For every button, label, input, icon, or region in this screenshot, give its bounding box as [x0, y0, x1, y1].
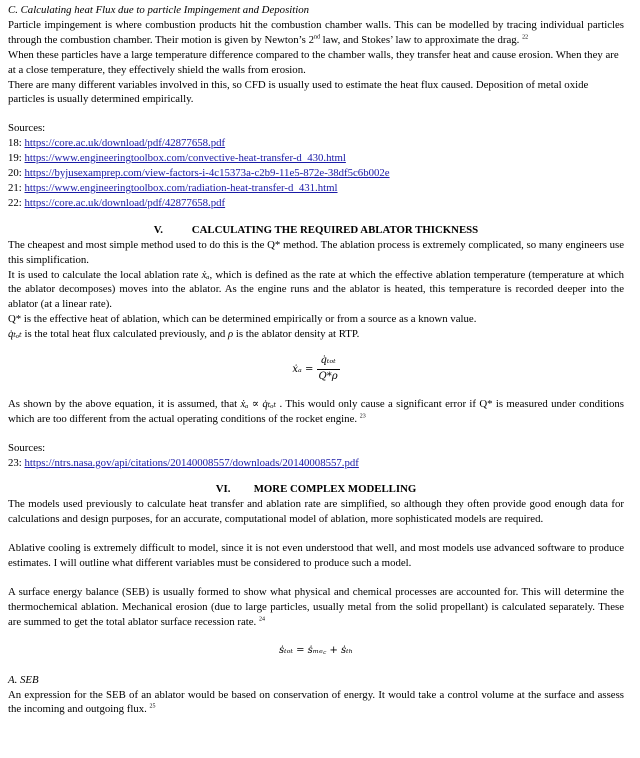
- section-heading-vi: [8, 482, 624, 497]
- source-link[interactable]: https://ntrs.nasa.gov/api/citations/20140008557/downloads/20140008557.pdf: [24, 456, 359, 469]
- source-item: [8, 196, 624, 211]
- source-link[interactable]: https://core.ac.uk/download/pdf/42877658.pdf: [24, 137, 226, 150]
- math-variable: ẋₐ: [201, 268, 210, 281]
- footnote-ref: 22: [522, 34, 529, 41]
- source-number: 23:: [8, 456, 25, 469]
- paragraph-cfd: There are many different variables involved in this, so CFD is usually used to estimate the heat flux caused. Deposition of metal oxide particles is usually determined empirically.: [8, 78, 589, 106]
- section-heading-v: [8, 223, 624, 238]
- text-run: is the total heat flux calculated previously, and: [21, 328, 228, 341]
- equation-recession-rate: ṡₜₒₜ = ṡₘₑ꜀ + ṡₜₕ: [279, 644, 353, 656]
- spacer: [8, 470, 624, 482]
- paragraph-ablation-rate: [8, 268, 624, 313]
- section-title: CALCULATING THE REQUIRED ABLATOR THICKNESS: [191, 223, 479, 236]
- spacer: [8, 571, 624, 585]
- math-variable: ρ: [228, 328, 234, 341]
- paragraph-assumption: [8, 397, 624, 427]
- spacer: [8, 427, 624, 441]
- equation-fraction: [317, 354, 340, 385]
- source-item: [8, 456, 624, 471]
- section-number: V.: [153, 223, 163, 236]
- source-number: 18:: [8, 137, 25, 150]
- text-run: is the ablator density at RTP.: [233, 328, 360, 341]
- source-link[interactable]: https://www.engineeringtoolbox.com/convective-heat-transfer-d_430.html: [24, 152, 346, 165]
- paragraph-q-star-method: The cheapest and most simple method used to do this is the Q* method. The ablation process is extremely complicated, so many engineers use this simplification.: [8, 238, 624, 266]
- paragraph-temperature-difference: When these particles have a large temperature difference compared to the chamber walls, they transfer heat and cause erosion. When they are at a close temperature, they effectively shield the walls from erosion.: [8, 48, 619, 76]
- text-run: . This would only cause a significant error if Q* is measured under conditions which are too different from the actual operating conditions of the rocket engine.: [8, 397, 624, 425]
- equation-lhs: ẋₐ =: [292, 363, 314, 375]
- paragraph-seb: [8, 585, 624, 630]
- footnote-ref: 25: [149, 703, 156, 710]
- source-number: 22:: [8, 196, 25, 209]
- text-run: Particle impingement is where combustion products hit the combustion chamber walls. This can be modelled by tracing individual particles through the combustion chamber. Their motion is given by Newton’s 2: [8, 18, 624, 46]
- paragraph-seb-expression: [8, 688, 624, 718]
- spacer: [8, 527, 624, 541]
- source-number: 21:: [8, 181, 25, 194]
- source-link[interactable]: https://www.engineeringtoolbox.com/radiation-heat-transfer-d_431.html: [24, 181, 338, 194]
- source-item: [8, 136, 624, 151]
- sources-label: Sources:: [8, 122, 46, 135]
- footnote-ref: 23: [359, 413, 366, 420]
- math-variable: q̇ₜₒₜ: [8, 328, 22, 341]
- source-link[interactable]: https://core.ac.uk/download/pdf/42877658.pdf: [24, 196, 226, 209]
- subsection-heading-c: C. Calculating heat Flux due to particle Impingement and Deposition: [8, 4, 310, 16]
- section-title: MORE COMPLEX MODELLING: [253, 483, 417, 496]
- subsection-heading-a: A. SEB: [8, 673, 39, 686]
- source-link[interactable]: https://byjusexamprep.com/view-factors-i-4c15373a-c2b9-11e5-872e-38df5c6b002e: [24, 167, 390, 180]
- source-item: [8, 166, 624, 181]
- equation-numerator: q̇ₜₒₜ: [317, 354, 340, 370]
- spacer: [8, 211, 624, 223]
- text-run: A surface energy balance (SEB) is usually formed to show what physical and chemical processes are accounted for. This will determine the thermochemical ablation. Mechanical erosion (due to large particles, usually metal from the solid propellant) is calculated separately. These are summed to get the total ablator surface recession rate.: [8, 586, 624, 628]
- paragraph-particle-impingement: [8, 18, 624, 48]
- section-number: VI.: [215, 483, 231, 496]
- source-number: 19:: [8, 152, 25, 165]
- equation-ablation-rate: [8, 354, 624, 385]
- sources-list: [8, 136, 624, 211]
- footnote-ref: 24: [258, 616, 265, 623]
- paragraph-heat-of-ablation: Q* is the effective heat of ablation, which can be determined empirically or from a source as a known value.: [8, 313, 477, 326]
- source-item: [8, 181, 624, 196]
- equation-denominator: Q*ρ: [318, 370, 338, 382]
- paragraph-heat-flux: [8, 327, 624, 342]
- text-run: An expression for the SEB of an ablator would be based on conservation of energy. It would take a control volume at the surface and assess the incoming and outgoing flux.: [8, 688, 624, 716]
- source-number: 20:: [8, 167, 25, 180]
- source-item: [8, 151, 624, 166]
- spacer: [8, 107, 624, 121]
- superscript-nd: nd: [313, 34, 320, 41]
- text-run: law, and Stokes’ law to approximate the drag.: [319, 33, 520, 46]
- text-run: It is used to calculate the local ablation rate: [8, 268, 202, 281]
- paragraph-simplified-models: The models used previously to calculate heat transfer and ablation rate are simplified, so although they often provide good enough data for calculations and design purposes, for an accurate, computational model of ablation, more sophisticated models are required.: [8, 498, 624, 526]
- sources-label: Sources:: [8, 441, 46, 454]
- math-relation: ẋₐ ∝ q̇ₜₒₜ: [240, 397, 277, 410]
- text-run: As shown by the above equation, it is assumed, that: [8, 397, 241, 410]
- text-run: , which is defined as the rate at which the effective ablation temperature (temperature at which the ablator decomposes) moves into the ablator. As the engine runs and the ablator is heated, this temperature is recorded deeper into the ablator (at a linear rate).: [8, 268, 624, 311]
- document-page: [8, 3, 624, 717]
- paragraph-ablative-cooling: Ablative cooling is extremely difficult to model, since it is not even understood that well, and most models use advanced software to produce estimates. I will outline what different variables must be considered to produce such a model.: [8, 542, 624, 570]
